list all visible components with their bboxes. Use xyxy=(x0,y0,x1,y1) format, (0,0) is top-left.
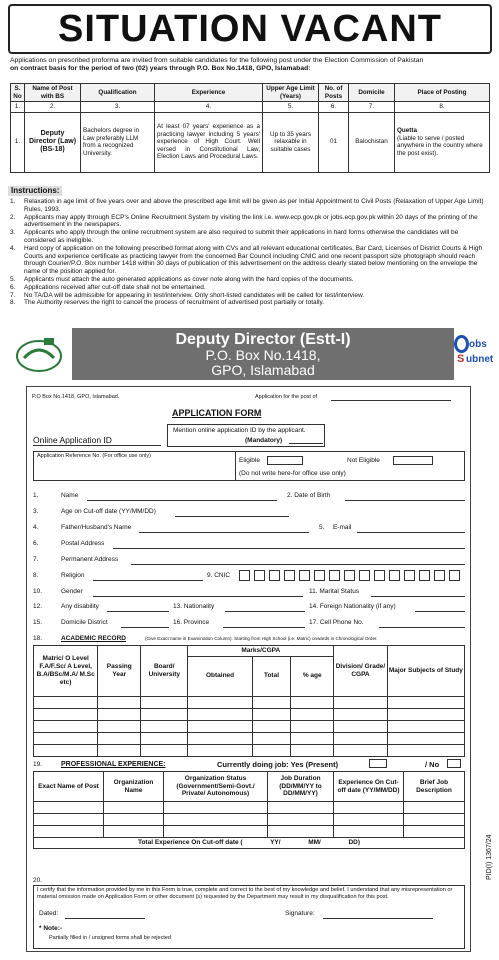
disability-label: Any disability xyxy=(61,603,99,610)
field-number: 10. xyxy=(33,588,43,595)
cell-posting xyxy=(395,112,490,172)
dob-field[interactable] xyxy=(345,500,465,501)
experience-row[interactable] xyxy=(34,802,465,814)
col-number: 8. xyxy=(395,102,490,113)
total-exp-yy: YY/ xyxy=(270,839,281,846)
cnic-label: 9. CNIC xyxy=(207,572,231,579)
academic-row[interactable] xyxy=(34,720,465,732)
col-number: 3. xyxy=(81,102,155,113)
marital-field[interactable] xyxy=(371,596,465,597)
online-id-label: Online Application ID xyxy=(33,435,112,445)
intro-contract-line: on contract basis for the period of two (02) years through P.O. Box No.1418, GPO, Islamabad: xyxy=(10,65,311,73)
banner-line1: P.O. Box No.1418, xyxy=(205,347,321,363)
academic-note: (Give Exact name in Examination Column). Starting from High School (i.e. Matric) onwards in Chronological Order. xyxy=(145,636,378,641)
cell-domicile: Balochistan xyxy=(349,112,395,172)
name-label: Name xyxy=(61,492,79,499)
instruction-number: 6. xyxy=(10,283,16,291)
instruction-number: 8. xyxy=(10,299,16,307)
cnic-field[interactable] xyxy=(239,570,465,582)
watermark-ring-icon xyxy=(454,335,469,353)
field-number: 4. xyxy=(33,524,39,531)
instructions-list xyxy=(10,198,488,307)
instruction-text: Applications received after cut-off date shall not be entertained. xyxy=(24,283,206,291)
permanent-field[interactable] xyxy=(131,564,465,565)
page-title: SITUATION VACANT xyxy=(8,4,492,54)
cell-sno: 1. xyxy=(11,112,25,172)
posting-city: Quetta xyxy=(397,127,417,135)
field-number: 15. xyxy=(33,619,43,626)
field-number: 20. xyxy=(33,877,43,884)
online-id-field[interactable] xyxy=(289,443,323,444)
application-form xyxy=(26,386,471,952)
academic-row[interactable] xyxy=(34,708,465,720)
total-exp-mm: MM/ xyxy=(308,839,321,846)
age-label: Age on Cut-off date (YY/MM/DD) xyxy=(61,508,156,515)
instruction-number: 3. xyxy=(10,229,16,237)
cnic-digit-box[interactable] xyxy=(359,570,370,581)
instruction-item xyxy=(10,245,488,276)
academic-table xyxy=(33,645,465,757)
th-obtained: Obtained xyxy=(188,656,252,696)
cnic-digit-box[interactable] xyxy=(314,570,325,581)
instructions-label: Instructions: xyxy=(8,186,62,196)
cnic-digit-box[interactable] xyxy=(449,570,460,581)
cnic-digit-box[interactable] xyxy=(374,570,385,581)
mandatory-text: (Mandatory) xyxy=(245,437,283,444)
permanent-label: Permanent Address xyxy=(61,556,119,563)
posting-note: (Liable to serve / posted anywhere in the country where the post exist). xyxy=(397,134,483,157)
applied-for-field[interactable] xyxy=(331,400,451,401)
instruction-text: Relaxation in age limit of five years over and above the prescribed age limit will be given as per Initial Appointment to Civil Posts (Relaxation of Upper Age Limit) Rules, 1993. xyxy=(24,198,484,213)
th-subjects: Major Subjects of Study xyxy=(387,646,464,697)
mention-text: Mention online application ID by the applicant. xyxy=(173,427,306,434)
field-number: 1. xyxy=(33,492,39,499)
gender-field[interactable] xyxy=(93,596,303,597)
doing-job-label: Currently doing job: Yes (Present) xyxy=(217,760,339,769)
gender-label: Gender xyxy=(61,588,83,595)
instruction-item xyxy=(10,276,488,284)
th-year: Passing Year xyxy=(98,646,141,697)
th-duration: Job Duration (DD/MM/YY to DD/MM/YY) xyxy=(268,772,334,802)
no-label: / No xyxy=(425,760,440,769)
cnic-digit-box[interactable] xyxy=(389,570,400,581)
eligible-label: Eligible xyxy=(239,457,260,464)
experience-row[interactable] xyxy=(34,826,465,838)
experience-table xyxy=(33,771,465,849)
th-domicile: Domicile xyxy=(349,84,395,102)
cell-label: 17. Cell Phone No. xyxy=(309,619,364,626)
instruction-text: Hard copy of application on the following prescribed format along with CVs and all relevant educational certificates, Bar Card, Licenses of District Courts & High Courts and experience certificate as practicing lawyer from the concerned Bar Council including CNIC and one recent passport size photograph should reach through Courier/P.O. Box number 1418 within 30 days of publication of this advertisement on the address clearly stated below mentioning on the envelope the name of the position applied for. xyxy=(24,244,483,276)
field-number: 7. xyxy=(33,556,39,563)
instruction-number: 5. xyxy=(10,275,16,283)
jobs-subnet-watermark xyxy=(452,333,498,373)
name-field[interactable] xyxy=(87,500,277,501)
field-number: 18. xyxy=(33,635,43,642)
col-number: 2. xyxy=(25,102,81,113)
form-pobox: P.O Box No.1418, GPO, Islamabad. xyxy=(32,394,120,400)
total-experience-row xyxy=(34,838,465,849)
dated-label: Dated: xyxy=(39,910,59,917)
academic-row[interactable] xyxy=(34,744,465,756)
not-eligible-box[interactable] xyxy=(393,456,433,465)
col-number: 4. xyxy=(155,102,263,113)
th-qualification: Qualification xyxy=(81,84,155,102)
marital-label: 11. Marital Status xyxy=(309,588,360,595)
professional-heading: PROFESSIONAL EXPERIENCE: xyxy=(61,761,166,768)
academic-heading: ACADEMIC RECORD xyxy=(61,635,126,642)
th-division: Division/ Grade/ CGPA xyxy=(334,646,388,697)
cnic-digit-box[interactable] xyxy=(254,570,265,581)
ecp-logo xyxy=(14,334,64,374)
th-experience: Experience xyxy=(155,84,263,102)
th-posting: Place of Posting xyxy=(395,84,490,102)
cell-qualification: Bachelors degree in Law preferably LLM from a recognized University. xyxy=(81,112,155,172)
col-number: 7. xyxy=(349,102,395,113)
age-field[interactable] xyxy=(175,516,289,517)
cnic-digit-box[interactable] xyxy=(299,570,310,581)
instruction-item xyxy=(10,292,488,300)
total-exp-dd: DD) xyxy=(348,839,361,846)
field-number: 3. xyxy=(33,508,39,515)
form-heading: APPLICATION FORM xyxy=(172,408,262,418)
instruction-number: 1. xyxy=(10,198,16,205)
do-not-write-label: (Do not write here-for office use only) xyxy=(239,470,346,477)
address-banner xyxy=(72,328,454,380)
instruction-text: No TA/DA will be admissible for appearing in test/interview. Only short-listed candidates will be called for test/interview. xyxy=(24,291,365,299)
th-age: Upper Age Limit (Years) xyxy=(263,84,319,102)
domicile-label: Domicile District xyxy=(61,619,108,626)
cnic-digit-box[interactable] xyxy=(284,570,295,581)
th-organization: Organization Name xyxy=(104,772,164,802)
instruction-text: The Authority reserves the right to cancel the process of recruitment of advertised post partially or totally. xyxy=(24,299,325,307)
cnic-digit-box[interactable] xyxy=(404,570,415,581)
instruction-number: 4. xyxy=(10,244,16,252)
th-board: Board/ University xyxy=(141,646,188,697)
th-exact-post: Exact Name of Post xyxy=(34,772,104,802)
cnic-digit-box[interactable] xyxy=(239,570,250,581)
province-label: 16. Province xyxy=(173,619,210,626)
col-number: 1. xyxy=(11,102,25,113)
th-job-desc: Brief Job Description xyxy=(404,772,465,802)
foreign-field[interactable] xyxy=(415,611,465,612)
instruction-item xyxy=(10,299,488,307)
cell-field[interactable] xyxy=(379,627,465,628)
watermark-top: obs xyxy=(469,339,487,350)
instruction-item xyxy=(10,229,488,245)
watermark-bottom: ubnet xyxy=(466,354,494,365)
signature-field[interactable] xyxy=(323,918,433,919)
instruction-item xyxy=(10,214,488,230)
online-id-underline xyxy=(33,445,161,446)
cnic-digit-box[interactable] xyxy=(329,570,340,581)
nationality-field[interactable] xyxy=(225,611,305,612)
religion-field[interactable] xyxy=(93,580,203,581)
th-org-status: Organization Status (Government/Semi-Govt./ Private/ Autonomous) xyxy=(164,772,268,802)
intro-paragraph: Applications on prescribed proforma are invited from suitable candidates for the following post under the Election Commission of Pakistan on contract basis for the period of two (02) years through P.O. Box No.1418, GPO, Islamabad: xyxy=(10,57,424,73)
note-label: * Note:- xyxy=(39,925,63,932)
declaration-text: I certify that the information provided by me in this Form is true, complete and correct to the best of my knowledge and belief. I understand that any misrepresentation or material omission made on Application Form or other document (s) requested by the Department may result in my disqualification for this post. xyxy=(37,887,453,900)
foreign-label: 14. Foreign Nationality (if any) xyxy=(309,603,396,610)
cell-experience: At least 07 years' experience as a practicing lawyer including 5 years' experience of High Court. Well versed in Constitutional Law, Election Laws and Procedural Laws. xyxy=(155,112,263,172)
father-label: Father/Husband's Name xyxy=(61,524,132,531)
email-field[interactable] xyxy=(357,532,465,533)
nationality-label: 13. Nationality xyxy=(173,603,215,610)
instruction-item xyxy=(10,198,488,214)
th-marks: Marks/CGPA xyxy=(188,646,334,657)
th-exam: Matric/ O Level F.A/F.Sc/ A Level, B.A/BSc/M.A/ M.Sc etc) xyxy=(34,646,98,697)
th-total: Total xyxy=(252,656,291,696)
instruction-text: Applicants who apply through the online recruitment system are also required to submit their applications in hard forms otherwise the candidates will be considered as ineligible. xyxy=(24,229,459,244)
th-percentage: % age xyxy=(291,656,334,696)
yes-box[interactable] xyxy=(369,759,387,768)
th-sno: S. No xyxy=(11,84,25,102)
instruction-number: 7. xyxy=(10,291,16,299)
field-number: 19. xyxy=(33,761,43,768)
reference-label: Application Reference No. (For office use only) xyxy=(37,453,151,459)
field-number: 12. xyxy=(33,603,43,610)
th-post: Name of Post with BS xyxy=(25,84,81,102)
cnic-digit-box[interactable] xyxy=(344,570,355,581)
field-number: 8. xyxy=(33,572,39,579)
total-exp-label: Total Experience On Cut-off date ( xyxy=(137,839,243,846)
col-number: 5. xyxy=(263,102,319,113)
father-field[interactable] xyxy=(139,532,309,533)
instruction-text: Applicants must attach the auto generated applications as cover note along with the hard copies of the documents. xyxy=(24,275,354,283)
cell-post: Deputy Director (Law) (BS-18) xyxy=(25,112,81,172)
cell-posts: 01 xyxy=(319,112,349,172)
academic-row[interactable] xyxy=(34,732,465,744)
instruction-text: Applicants may apply through ECP's Online Recruitment System by visiting the link i.e. www.ecp.gov.pk or jobs.ecp.gov.pk within 20 days of the printing of the advertisement in the newspapers. xyxy=(24,213,478,229)
pid-code: PID(I) 1367/24 xyxy=(486,834,493,880)
province-field[interactable] xyxy=(223,627,305,628)
dated-field[interactable] xyxy=(65,918,145,919)
col-number: 6. xyxy=(319,102,349,113)
vacancy-table xyxy=(10,83,490,173)
field-number: 6. xyxy=(33,540,39,547)
no-box[interactable] xyxy=(447,759,461,768)
email-label: E-mail xyxy=(333,524,352,531)
postal-field[interactable] xyxy=(113,548,465,549)
th-posts: No. of Posts xyxy=(319,84,349,102)
domicile-field[interactable] xyxy=(121,627,169,628)
note-text: Partially filled in / unsigned forms shall be rejected xyxy=(49,935,171,941)
banner-title: Deputy Director (Estt-I) xyxy=(175,331,351,348)
postal-label: Postal Address xyxy=(61,540,105,547)
eligible-box[interactable] xyxy=(267,456,303,465)
cnic-digit-box[interactable] xyxy=(434,570,445,581)
not-eligible-label: Not Eligible xyxy=(347,457,380,464)
field-number: 5. xyxy=(319,524,325,531)
instruction-number: 2. xyxy=(10,213,16,221)
experience-row[interactable] xyxy=(34,814,465,826)
religion-label: Religion xyxy=(61,572,85,579)
signature-label: Signature: xyxy=(285,910,315,917)
banner-line2: GPO, Islamabad xyxy=(211,362,315,378)
cnic-digit-box[interactable] xyxy=(269,570,280,581)
instruction-item xyxy=(10,284,488,292)
cell-age: Up to 35 years relaxable in suitable cases xyxy=(263,112,319,172)
applied-for-label: Application for the post of xyxy=(255,394,318,400)
academic-row[interactable] xyxy=(34,696,465,708)
disability-field[interactable] xyxy=(107,611,169,612)
th-exp-cutoff: Experience On Cut-off date (YY/MM/DD) xyxy=(334,772,404,802)
watermark-s-icon: S xyxy=(457,353,465,365)
cnic-digit-box[interactable] xyxy=(419,570,430,581)
dob-label: 2. Date of Birth xyxy=(287,492,331,499)
